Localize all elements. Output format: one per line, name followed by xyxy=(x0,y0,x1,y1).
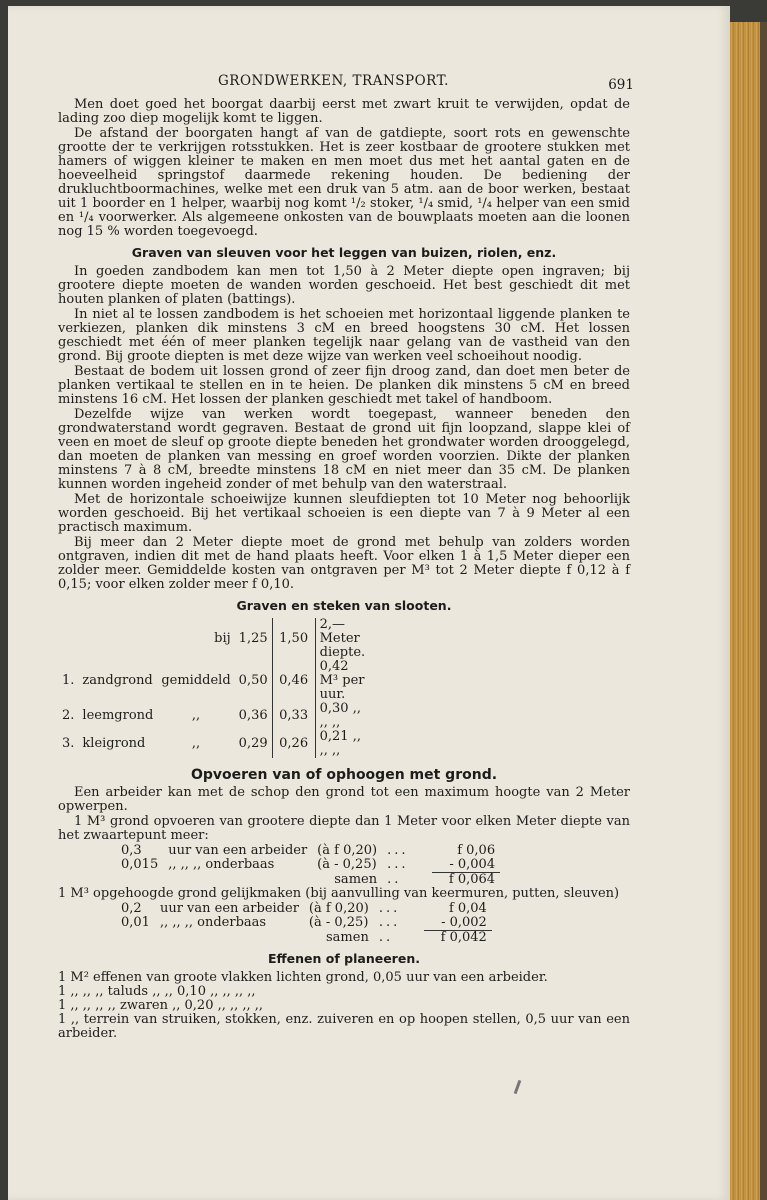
table-cell: 0,30 ,, ,, ,, xyxy=(315,702,369,730)
table-cell: gemiddeld xyxy=(161,673,231,688)
table-row xyxy=(116,844,500,858)
table-cell: 0,3 xyxy=(121,843,142,858)
paragraph: 1 M³ opgehoogde grond gelijkmaken (bij aanvulling van keermuren, putten, sleuven) xyxy=(58,886,620,901)
running-title: GRONDWERKEN, TRANSPORT. xyxy=(218,73,449,89)
paragraph: Bestaat de bodem uit lossen grond of zeer fijn droog zand, dan doet men beter de planken vertikaal te stellen en in te heien. De planken dik minstens 5 cM en breed minstens 16 cM. Het lossen der planken geschiedt met takel of handboom. xyxy=(58,364,630,407)
page-content xyxy=(58,73,634,1041)
section-heading: Graven van sleuven voor het leggen van buizen, riolen, enz. xyxy=(131,245,557,260)
table-cell: 0,29 xyxy=(238,736,268,751)
table-cell: samen xyxy=(334,871,378,887)
planeeren-list xyxy=(58,971,630,1041)
list-item: 1 ,, ,, ,, taluds ,, ,, 0,10 ,, ,, ,, ,, xyxy=(58,984,256,999)
table-row xyxy=(116,902,492,916)
table-cell: 0,015 xyxy=(121,857,159,873)
table-cell: ,, ,, ,, onderbaas xyxy=(159,915,267,931)
list-item: 1 ,, terrein van struiken, stokken, enz. zuiveren en op hoopen stellen, 0,5 uur van een arbeider. xyxy=(58,1012,630,1041)
paragraph: 1 M³ grond opvoeren van grootere diepte dan 1 Meter voor elken Meter diepte van het zwaartepunt meer: xyxy=(58,814,630,843)
table-cell: 0,50 xyxy=(238,673,268,688)
table-cell: f 0,04 xyxy=(448,901,487,916)
book-spine-edge xyxy=(760,22,767,1200)
paragraph: Dezelfde wijze van werken wordt toegepast, wanneer beneden den grondwaterstand wordt gegraven. Bestaat de grond uit fijn loopzand, slappe klei of veen en moet de sleuf op groote diepte beneden het grondwater worden drooggelegd, dan moeten de planken van messing en groef worden voorzien. Dikte der planken minstens 7 à 8 cM, breedte minstens 18 cM en niet meer dan 35 cM. De planken kunnen worden ingeheid zonder of met behulp van den waterstraal. xyxy=(58,407,630,492)
table-row xyxy=(58,660,369,702)
table-cell: f 0,042 xyxy=(440,930,487,945)
table-cell: 1,50 xyxy=(272,618,315,660)
cost-table xyxy=(116,844,500,887)
paragraph: Een arbeider kan met de schop den grond tot een maximum hoogte van 2 Meter opwerpen. xyxy=(58,785,630,814)
table-cell: ,, ,, ,, onderbaas xyxy=(168,857,275,873)
section-heading: Opvoeren van of ophoogen met grond. xyxy=(190,767,498,783)
table-cell: .. xyxy=(378,929,394,945)
table-cell: zandgrond xyxy=(82,673,153,688)
table-cell: bij xyxy=(214,631,231,646)
table-cell: 0,26 xyxy=(272,730,315,758)
table-cell: 0,01 xyxy=(121,915,150,931)
section-heading: Graven en steken van slooten. xyxy=(236,598,452,613)
table-cell: ... xyxy=(387,843,409,858)
table-cell: 1. xyxy=(62,673,75,688)
table-cell: ... xyxy=(378,915,401,931)
paragraph: In niet al te lossen zandbodem is het schoeien met horizontaal liggende planken te verkiezen, planken dik minstens 3 cM en breed hoogstens 30 cM. Het lossen geschiedt met één of meer planken tegelijk naar gelang van de vastheid van den grond. Bij groote diepten is met deze wijze van werken veel schoeihout noodig. xyxy=(58,307,630,364)
list-item: 1 ,, ,, ,, ,, zwaren ,, 0,20 ,, ,, ,, ,, xyxy=(58,998,264,1013)
table-cell: f 0,06 xyxy=(457,843,496,858)
table-cell: uur van een arbeider xyxy=(159,901,299,916)
table-cell: ... xyxy=(387,857,409,873)
paragraph: In goeden zandbodem kan men tot 1,50 à 2 Meter diepte open ingraven; bij grootere diepte moeten de wanden worden geschoeid. Het best geschiedt dit met houten planken of platen (battings). xyxy=(58,264,630,307)
table-cell: (à - 0,25) xyxy=(317,857,377,873)
table-cell: 2,— Meter diepte. xyxy=(315,618,369,660)
table-cell: 3. xyxy=(62,736,75,751)
table-cell: 2. xyxy=(62,708,75,723)
table-cell: 0,21 ,, ,, ,, xyxy=(315,730,369,758)
table-cell: 0,42 M³ per uur. xyxy=(315,660,369,702)
paragraph: Bij meer dan 2 Meter diepte moet de grond met behulp van zolders worden ontgraven, indien dit met de hand plaats heeft. Voor elken 1 à 1,5 Meter dieper een zolder meer. Gemiddelde kosten van ontgraven per M³ tot 2 Meter diepte f 0,12 à f 0,15; voor elken zolder meer f 0,10. xyxy=(58,535,630,592)
table-cell: 0,33 xyxy=(272,702,315,730)
section-heading: Effenen of planeeren. xyxy=(268,951,420,966)
paragraph: Men doet goed het boorgat daarbij eerst met zwart kruit te verwijden, opdat de lading zoo diep mogelijk komt te liggen. xyxy=(58,97,630,126)
page-header xyxy=(58,73,634,98)
table-cell: (à f 0,20) xyxy=(308,901,369,916)
table-total-row xyxy=(116,931,492,946)
table-cell: (à f 0,20) xyxy=(317,843,378,858)
table-cell: ... xyxy=(378,901,401,916)
table-row xyxy=(116,916,492,931)
page-edge xyxy=(730,22,760,1200)
table-row xyxy=(116,858,500,873)
table-cell: uur van een arbeider xyxy=(168,843,308,858)
table-header-row xyxy=(58,618,369,660)
list-item: 1 M² effenen van groote vlakken lichten grond, 0,05 uur van een arbeider. xyxy=(58,970,548,985)
table-cell: (à - 0,25) xyxy=(308,915,369,931)
table-cell: 0,46 xyxy=(272,660,315,702)
page-number: 691 xyxy=(608,77,634,93)
table-cell: ,, xyxy=(191,736,201,751)
table-total-row xyxy=(116,873,500,888)
table-cell: f 0,064 xyxy=(448,872,496,887)
table-cell: 0,2 xyxy=(121,901,142,916)
paragraph: De afstand der boorgaten hangt af van de gatdiepte, soort rots en gewenschte grootte der te verkrijgen rotsstukken. Het is zeer kostbaar de grootere stukken met hamers of wiggen kleiner te maken en men moet dus met het aantal gaten en de hoeveelheid springstof daarmede rekening houden. De bediening der drukluchtboormachines, welke met een druk van 5 atm. aan de boor werken, bestaat uit 1 boorder en 1 helper, waarbij nog komt ¹/₂ stoker, ¹/₄ smid, ¹/₄ helper van een smid en ¹/₄ voorwerker. Als algemeene onkosten van de bouwplaats moeten aan die loonen nog 15 % worden toegevoegd. xyxy=(58,126,630,239)
ditch-table xyxy=(58,618,369,758)
table-cell: .. xyxy=(387,871,402,887)
table-cell: kleigrond xyxy=(82,736,146,751)
table-cell: leemgrond xyxy=(82,708,154,723)
table-cell: 0,36 xyxy=(238,708,268,723)
table-cell: 1,25 xyxy=(238,631,268,646)
table-cell: ,, xyxy=(191,708,201,723)
table-cell: - 0,002 xyxy=(424,916,492,931)
cost-table xyxy=(116,902,492,945)
table-cell: - 0,004 xyxy=(432,858,500,873)
table-row xyxy=(58,730,369,758)
table-cell: samen xyxy=(326,929,369,945)
table-row xyxy=(58,702,369,730)
paragraph: Met de horizontale schoeiwijze kunnen sleufdiepten tot 10 Meter nog behoorlijk worden geschoeid. Bij het vertikaal schoeien is een diepte van 7 à 9 Meter al een practisch maximum. xyxy=(58,492,630,535)
